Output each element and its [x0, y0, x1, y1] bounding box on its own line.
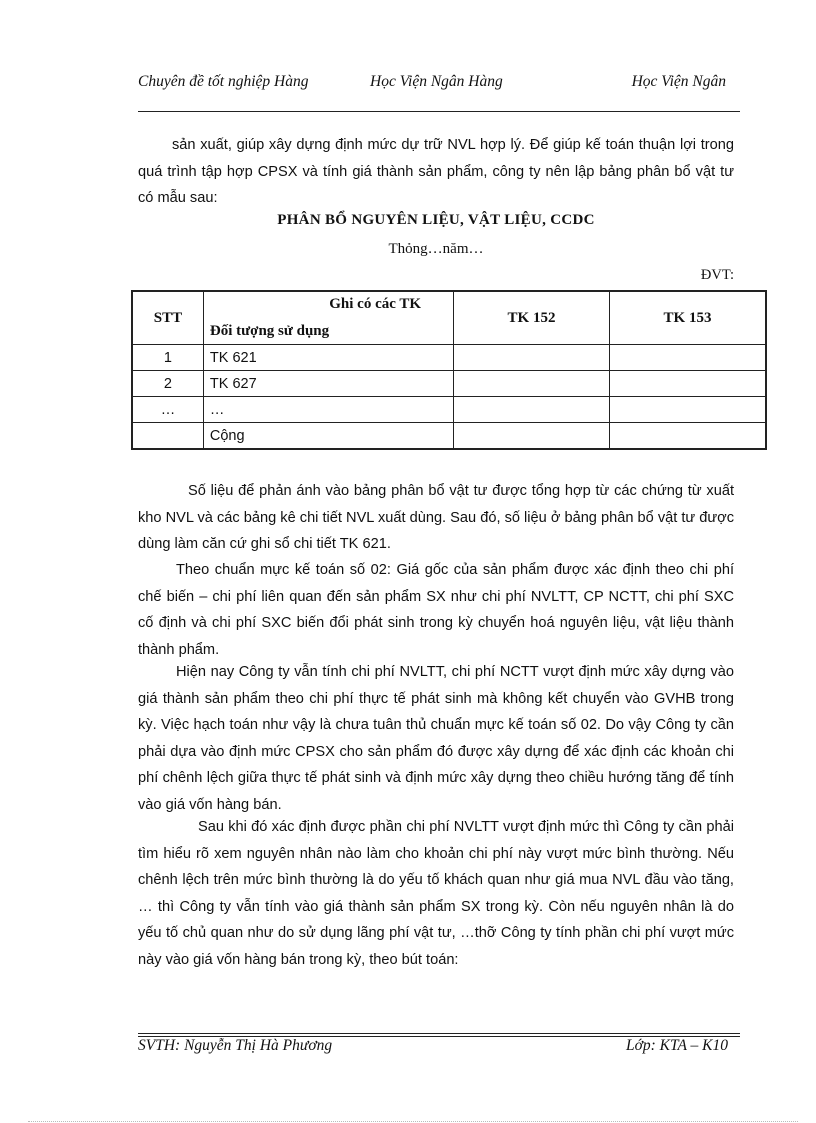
- cell-tk153: [610, 345, 767, 371]
- cell-object: TK 627: [203, 371, 453, 397]
- table-row: [132, 345, 766, 371]
- table-row: [132, 397, 766, 423]
- paragraph-5: Sau khi đó xác định được phần chi phí NVLTT vượt định mức thì Công ty cần phải tìm hiểu rõ xem nguyên nhân nào làm cho khoản chi phí này vượt mức bình thường. Nếu chênh lệch trên mức bình thường là do yếu tố khách quan như giá mua NVL đầu vào tăng, … thì Công ty vẫn tính vào giá thành sản phẩm SX trong kỳ. Còn nếu nguyên nhân là do yếu tố chủ quan như do sử dụng lãng phí vật tư, …thỡ Công ty tính phần chi phí vượt mức này vào giá vốn hàng bán trong kỳ, theo bút toán:: [138, 819, 734, 968]
- table-row-total: [132, 423, 766, 450]
- cell-tk152: [454, 423, 610, 450]
- footer-student: SVTH: Nguyễn Thị Hà Phương: [138, 1037, 333, 1054]
- cell-tk153: [610, 423, 767, 450]
- paragraph-1: sản xuất, giúp xây dựng định mức dự trữ NVL hợp lý. Để giúp kế toán thuận lợi trong quá trình tập hợp CPSX và tính giá thành sản phẩm, công ty nên lập bảng phân bổ vật tư có mẫu sau:: [138, 137, 734, 206]
- header-object-cell: [203, 291, 453, 345]
- unit-label: ĐVT:: [700, 267, 734, 283]
- header-right: Học Viện Ngân: [631, 73, 726, 90]
- header-credit-accounts: Ghi có các TK: [329, 296, 422, 312]
- header-stt: STT: [132, 291, 203, 345]
- cell-object: TK 621: [203, 345, 453, 371]
- table-row: [132, 371, 766, 397]
- header-middle: Học Viện Ngân Hàng: [370, 73, 503, 90]
- header-left: Chuyên đề tốt nghiệp Hàng: [138, 73, 309, 90]
- cell-tk153: [610, 397, 767, 423]
- header-object: Đối tượng sử dụng: [209, 323, 330, 339]
- footer-rule: [138, 1033, 740, 1034]
- cell-stt: 2: [132, 371, 203, 397]
- cell-stt: [132, 423, 203, 450]
- cell-tk152: [454, 345, 610, 371]
- table-header-row: [132, 291, 766, 345]
- header-tk153: TK 153: [610, 291, 767, 345]
- page-header: [138, 72, 740, 112]
- header-tk152: TK 152: [454, 291, 610, 345]
- paragraph-3: Theo chuẩn mực kế toán số 02: Giá gốc của sản phẩm được xác định theo chi phí chế biến – chi phí liên quan đến sản phẩm SX như chi phí NVLTT, CP NCTT, chi phí SXC cố định và chi phí SXC biến đổi phát sinh trong kỳ chuyển hoá nguyên liệu, vật liệu thành thành phẩm.: [138, 562, 734, 658]
- cell-tk153: [610, 371, 767, 397]
- cell-object: …: [203, 397, 453, 423]
- cell-tk152: [454, 397, 610, 423]
- table-title: PHÂN BỔ NGUYÊN LIỆU, VẬT LIỆU, CCDC: [277, 212, 595, 228]
- paragraph-2: Số liệu để phản ánh vào bảng phân bổ vật tư được tổng hợp từ các chứng từ xuất kho NVL và các bảng kê chi tiết NVL xuất dùng. Sau đó, số liệu ở bảng phân bổ vật tư được dùng làm căn cứ ghi sổ chi tiết TK 621.: [138, 483, 734, 552]
- allocation-table: [131, 290, 767, 450]
- paragraph-4: Hiện nay Công ty vẫn tính chi phí NVLTT, chi phí NCTT vượt định mức xây dựng vào giá thành sản phẩm theo chi phí thực tế phát sinh mà không kết chuyển vào GVHB trong kỳ. Việc hạch toán như vậy là chưa tuân thủ chuẩn mực kế toán số 02. Do vậy Công ty cần phải dựa vào định mức CPSX cho sản phẩm đó được xây dựng để xác định các khoản chi phí chênh lệch giữa thực tế phát sinh và định mức xây dựng theo chiều hướng tăng để tính vào giá vốn hàng bán.: [138, 664, 734, 813]
- header-rule: [138, 111, 740, 112]
- cell-object: Cộng: [203, 423, 453, 450]
- table-subtitle: Thỏng…năm…: [388, 241, 484, 257]
- cell-tk152: [454, 371, 610, 397]
- page-edge-dotted-line: [28, 1121, 798, 1122]
- cell-stt: …: [132, 397, 203, 423]
- footer-class: Lớp: KTA – K10: [625, 1037, 728, 1054]
- cell-stt: 1: [132, 345, 203, 371]
